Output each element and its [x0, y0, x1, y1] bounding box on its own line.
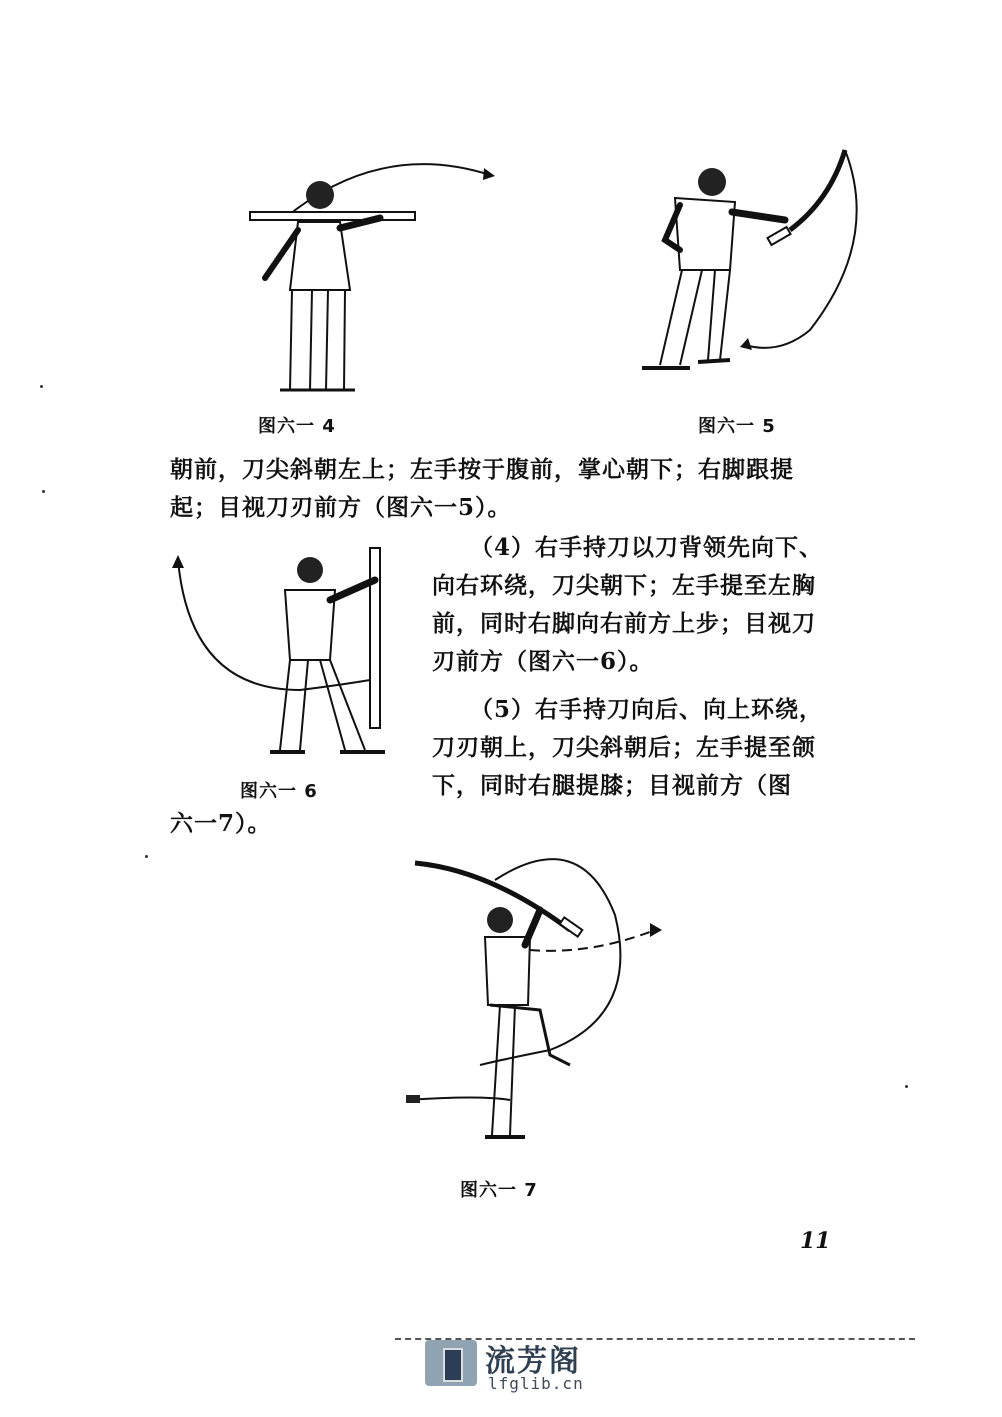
watermark-url: lfglib.cn: [488, 1374, 584, 1393]
paragraph-2-line-2: 向右环绕，刀尖朝下；左手提至左胸: [432, 572, 816, 599]
scan-speck: [42, 490, 45, 493]
figure-6-6-illustration: [170, 540, 400, 770]
figure-6-5-caption: 图六一 5: [698, 416, 776, 437]
watermark-name: 流芳阁: [485, 1344, 581, 1379]
figure-6-4-caption: 图六一 4: [258, 416, 336, 437]
paragraph-3-line-1: （5）右手持刀向后、向上环绕，: [470, 696, 824, 723]
scan-speck: [40, 385, 43, 388]
figure-6-4-illustration: [240, 150, 520, 400]
paragraph-2-line-4: 刃前方（图六一6）。: [432, 648, 654, 675]
scan-speck: [145, 855, 148, 858]
paragraph-2-line-3: 前，同时右脚向右前方上步；目视刀: [432, 610, 816, 637]
paragraph-2-line-1: （4）右手持刀以刀背领先向下、: [470, 534, 824, 561]
paragraph-1-line-1: 朝前，刀尖斜朝左上；左手按于腹前，掌心朝下；右脚跟提: [170, 456, 794, 483]
figure-6-6-caption: 图六一 6: [240, 781, 318, 802]
figure-6-7-illustration: [400, 845, 680, 1145]
figure-6-7-caption: 图六一 7: [460, 1180, 538, 1201]
paragraph-1-line-2: 起；目视刀刃前方（图六一5）。: [170, 494, 512, 521]
paragraph-3-line-2: 刀刃朝上，刀尖斜朝后；左手提至颌: [432, 734, 816, 761]
scan-speck: [905, 1085, 908, 1088]
figure-6-5-illustration: [620, 140, 870, 390]
book-icon: [443, 1348, 463, 1382]
paragraph-3-line-3: 下，同时右腿提膝；目视前方（图: [432, 772, 792, 799]
paragraph-3-line-4: 六一7）。: [170, 810, 272, 837]
page-number: 11: [800, 1228, 831, 1254]
